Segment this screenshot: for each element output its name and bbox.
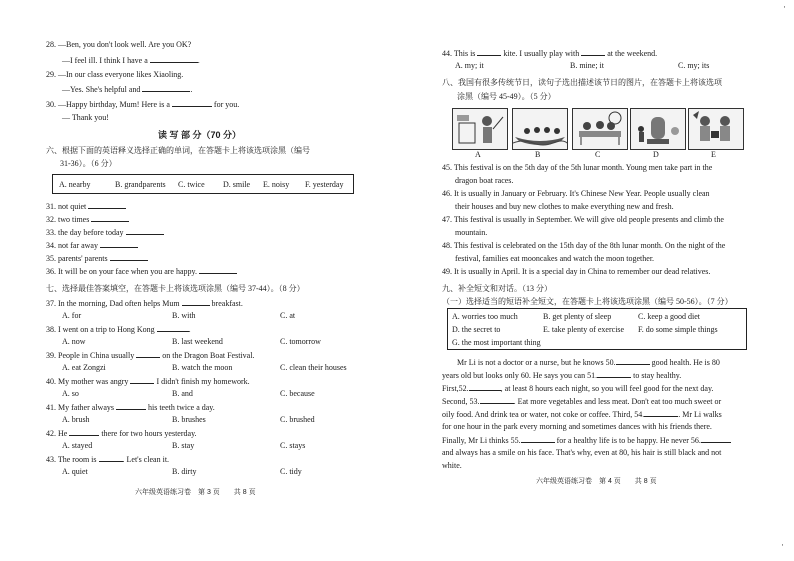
q38: 38. I went on a trip to Hong Kong . — [46, 325, 191, 334]
q37-c: C. at — [280, 311, 296, 320]
q48-line1: 48. This festival is celebrated on the 15th day of the 8th lunar month. On the night of the — [442, 241, 726, 250]
q34: 34. not far away — [46, 240, 138, 250]
q42-b: B. stay — [172, 441, 195, 450]
q47-line2: mountain. — [455, 228, 488, 237]
q41: 41. My father always his teeth twice a day. — [46, 403, 215, 412]
q43-b: B. dirty — [172, 467, 197, 476]
q39-b: B. watch the moon — [172, 363, 233, 372]
s7-heading: 七、选择最佳答案填空，在答题卡上将该选项涂黑（编号 37-44）。（8 分） — [46, 284, 305, 293]
s9-option: C. keep a good diet — [638, 312, 700, 321]
picture-label: B — [535, 150, 541, 159]
s9-option: E. take plenty of exercise — [543, 325, 625, 334]
q44: 44. This is kite. I usually play with at the weekend. — [442, 49, 658, 58]
q39: 39. People in China usually on the Dragon Boat Festival. — [46, 351, 255, 360]
picture-e — [688, 108, 744, 150]
section-title: 读 写 部 分（70 分） — [158, 130, 242, 140]
passage-line: and always has a smile on his face. That's why, even at 80, his hair is still black and not — [442, 448, 722, 457]
q35: 35. parents' parents — [46, 253, 148, 263]
q29-line2: —Yes. She's helpful and . — [62, 85, 193, 94]
q49: 49. It is usually in April. It is a special day in China to remember our dead relatives. — [442, 267, 711, 276]
passage-line: First,52. , at least 8 hours each night, so you will feel good for the next day. — [442, 384, 714, 393]
q37: 37. In the morning, Dad often helps Mum breakfast. — [46, 299, 243, 308]
q37-b: B. with — [172, 311, 196, 320]
q42-a: A. stayed — [62, 441, 93, 450]
page-footer: 六年级英语练习卷 第 4 页 共 8 页 — [536, 478, 657, 485]
s6-options-box — [52, 174, 354, 194]
q42: 42. He there for two hours yesterday. — [46, 429, 197, 438]
q46-line1: 46. It is usually in January or February. It's Chinese New Year. People usually clean — [442, 189, 710, 198]
picture-c — [572, 108, 628, 150]
q32: 32. two times — [46, 214, 129, 224]
q40: 40. My mother was angry I didn't finish my homework. — [46, 377, 250, 386]
picture-b — [512, 108, 568, 150]
s9-option: F. do some simple things — [638, 325, 718, 334]
scan-mark: · — [781, 540, 784, 550]
s9-heading: 九、补全短文和对话。（13 分） — [442, 284, 552, 293]
passage-line: oily food. And drink tea or water, not coke or coffee. Third, 54. . Mr Li walks — [442, 410, 722, 419]
passage-line: Mr Li is not a doctor or a nurse, but he knows 50. good health. He is 80 — [457, 358, 720, 367]
q37-a: A. for — [62, 311, 82, 320]
s6-option: E. noisy — [263, 180, 290, 189]
q48-line2: festival, families eat mooncakes and watch the moon together. — [455, 254, 655, 263]
passage-line: years old but looks only 60. He says you can 51. to stay healthy. — [442, 371, 682, 380]
s9-option: D. the secret to — [452, 325, 501, 334]
s9-option: G. the most important thing — [452, 338, 541, 347]
s6-option: F. yesterday — [305, 180, 344, 189]
q44-b: B. mine; it — [570, 61, 604, 70]
picture-a — [452, 108, 508, 150]
q40-c: C. because — [280, 389, 315, 398]
scan-mark: · — [783, 2, 786, 12]
q31: 31. not quiet — [46, 201, 126, 211]
passage-line: for one hour in the park every morning and sometimes dances with his friends there. — [442, 422, 712, 431]
q30-line1: 30. —Happy birthday, Mum! Here is a for you. — [46, 100, 240, 109]
q46-line2: their houses and buy new clothes to make everything new and fresh. — [455, 202, 674, 211]
q38-c: C. tomorrow — [280, 337, 321, 346]
s9-subheading: （一）选择适当的短语补全短文，在答题卡上将该选项涂黑（编号 50-56）。（7 分） — [442, 297, 733, 306]
q47-line1: 47. This festival is usually in September. We will give old people presents and climb the — [442, 215, 724, 224]
s9-option: A. worries too much — [452, 312, 518, 321]
q39-a: A. eat Zongzi — [62, 363, 106, 372]
q40-b: B. and — [172, 389, 193, 398]
q38-b: B. last weekend — [172, 337, 223, 346]
s6-option: D. smile — [223, 180, 251, 189]
s6-option: C. twice — [178, 180, 205, 189]
right-page — [397, 0, 794, 561]
q44-c: C. my; its — [678, 61, 710, 70]
s6-heading-2: 31-36）。（6 分） — [60, 159, 117, 168]
q44-a: A. my; it — [455, 61, 484, 70]
q29-line1: 29. —In our class everyone likes Xiaoling. — [46, 70, 184, 79]
q43-a: A. quiet — [62, 467, 88, 476]
s9-option: B. get plenty of sleep — [543, 312, 612, 321]
q41-b: B. brushes — [172, 415, 206, 424]
passage-line: white. — [442, 461, 462, 470]
s6-heading: 六、根据下面的英语释义选择正确的单词，在答题卡上将该选项涂黑（编号 — [46, 146, 310, 155]
q28-blank — [150, 55, 198, 63]
picture-label: E — [711, 150, 716, 159]
s8-heading: 八、我国有很多传统节日，读句子选出描述该节日的图片，在答题卡上将该选项 — [442, 78, 722, 87]
picture-d — [630, 108, 686, 150]
passage-line: Second, 53. . Eat more vegetables and less meat. Don't eat too much sweet or — [442, 397, 722, 406]
s9-options-box — [447, 308, 747, 350]
passage-line: Finally, Mr Li thinks 55. for a healthy life is to be happy. He never 56. — [442, 435, 731, 445]
q42-c: C. stays — [280, 441, 306, 450]
q33: 33. the day before today — [46, 227, 164, 237]
q28-line1: 28. —Ben, you don't look well. Are you OK? — [46, 40, 192, 49]
q43: 43. The room is . Let's clean it. — [46, 455, 170, 464]
q36: 36. It will be on your face when you are happy. — [46, 266, 237, 276]
q39-c: C. clean their houses — [280, 363, 347, 372]
q30-line2: — Thank you! — [62, 113, 109, 122]
s8-heading-2: 涂黑（编号 45-49）。（5 分） — [457, 92, 556, 101]
q45-line2: dragon boat races. — [455, 176, 514, 185]
q41-c: C. brushed — [280, 415, 315, 424]
q38-a: A. now — [62, 337, 86, 346]
picture-label: D — [653, 150, 659, 159]
q41-a: A. brush — [62, 415, 90, 424]
q43-c: C. tidy — [280, 467, 302, 476]
q45-line1: 45. This festival is on the 5th day of the 5th lunar month. Young men take part in the — [442, 163, 713, 172]
picture-label: A — [475, 150, 481, 159]
page-footer: 六年级英语练习卷 第 3 页 共 8 页 — [135, 489, 256, 496]
s6-option: B. grandparents — [115, 180, 166, 189]
s6-option: A. nearby — [59, 180, 91, 189]
q28-line2: —I feel ill. I think I have a . — [62, 56, 200, 65]
q29-blank — [142, 84, 190, 92]
q40-a: A. so — [62, 389, 79, 398]
q30-blank — [172, 99, 212, 107]
picture-label: C — [595, 150, 601, 159]
